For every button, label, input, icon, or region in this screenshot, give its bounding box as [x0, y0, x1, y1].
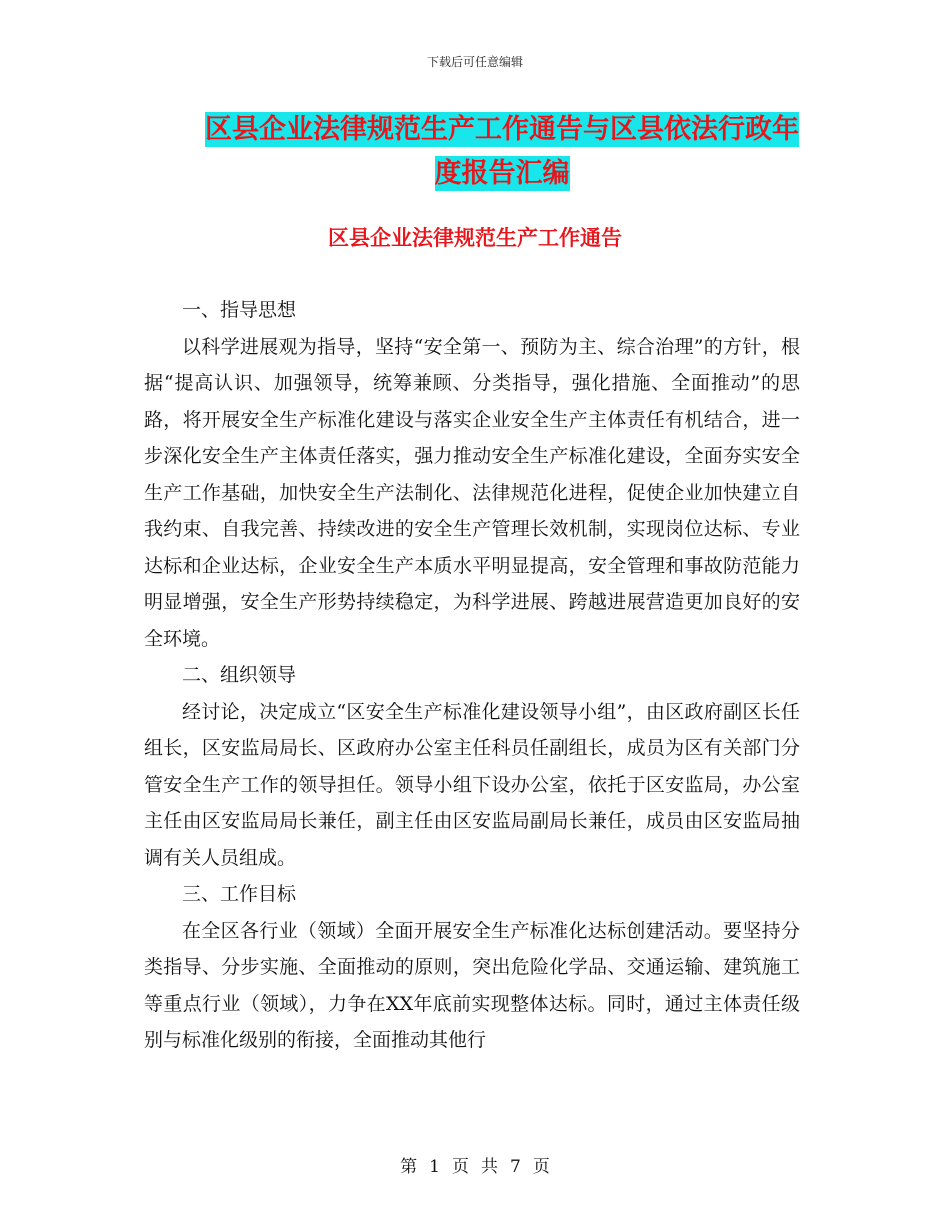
paragraph-guiding-thought: 以科学进展观为指导，坚持“安全第一、预防为主、综合治理”的方针，根据“提高认识、加强领导，统筹兼顾、分类指导，强化措施、全面推动”的思路，将开展安全生产标准化建设与落实企业安全生产主体责任有机结合，进一步深化安全生产主体责任落实，强力推动安全生产标准化建设，全面夯实安全生产工作基础，加快安全生产法制化、法律规范化进程，促使企业加快建立自我约束、自我完善、持续改进的安全生产管理长效机制，实现岗位达标、专业达标和企业达标，企业安全生产本质水平明显提高，安全管理和事故防范能力明显增强，安全生产形势持续稳定，为科学进展、跨越进展营造更加良好的安全环境。 [144, 335, 800, 650]
footer-label-unit: 页 [452, 1157, 469, 1177]
heading-guiding-thought: 一、指导思想 [182, 299, 297, 321]
document-title [192, 108, 812, 196]
footer-label-page: 第 [400, 1157, 418, 1177]
paragraph-organization: 经讨论，决定成立“区安全生产标准化建设领导小组”，由区政府副区长任组长，区安监局局长、区政府办公室主任科员任副组长，成员为区有关部门分管安全生产工作的领导担任。领导小组下设办公室，依托于区安监局，办公室主任由区安监局局长兼任，副主任由区安监局副局长兼任，成员由区安监局抽调有关人员组成。 [144, 700, 800, 869]
page-number-footer [0, 1152, 950, 1177]
footer-label-unit2: 页 [532, 1157, 550, 1177]
heading-work-goals: 三、工作目标 [182, 883, 297, 905]
paragraph-work-goals: 在全区各行业（领域）全面开展安全生产标准化达标创建活动。要坚持分类指导、分步实施、全面推动的原则，突出危险化学品、交通运输、建筑施工等重点行业（领域），力争在XX年底前实现整体达标。同时，通过主体责任级别与标准化级别的衔接，全面推动其他行 [144, 919, 800, 1051]
footer-current-page: 1 [429, 1157, 440, 1177]
document-title-text: 区县企业法律规范生产工作通告与区县依法行政年度报告汇编 [205, 114, 799, 189]
footer-label-total: 共 [481, 1157, 498, 1177]
header-note: 下载后可任意编辑 [426, 55, 523, 69]
document-body [144, 292, 800, 1059]
footer-total-pages: 7 [510, 1157, 521, 1177]
section-title: 区县企业法律规范生产工作通告 [328, 226, 622, 250]
heading-organization: 二、组织领导 [182, 664, 297, 686]
